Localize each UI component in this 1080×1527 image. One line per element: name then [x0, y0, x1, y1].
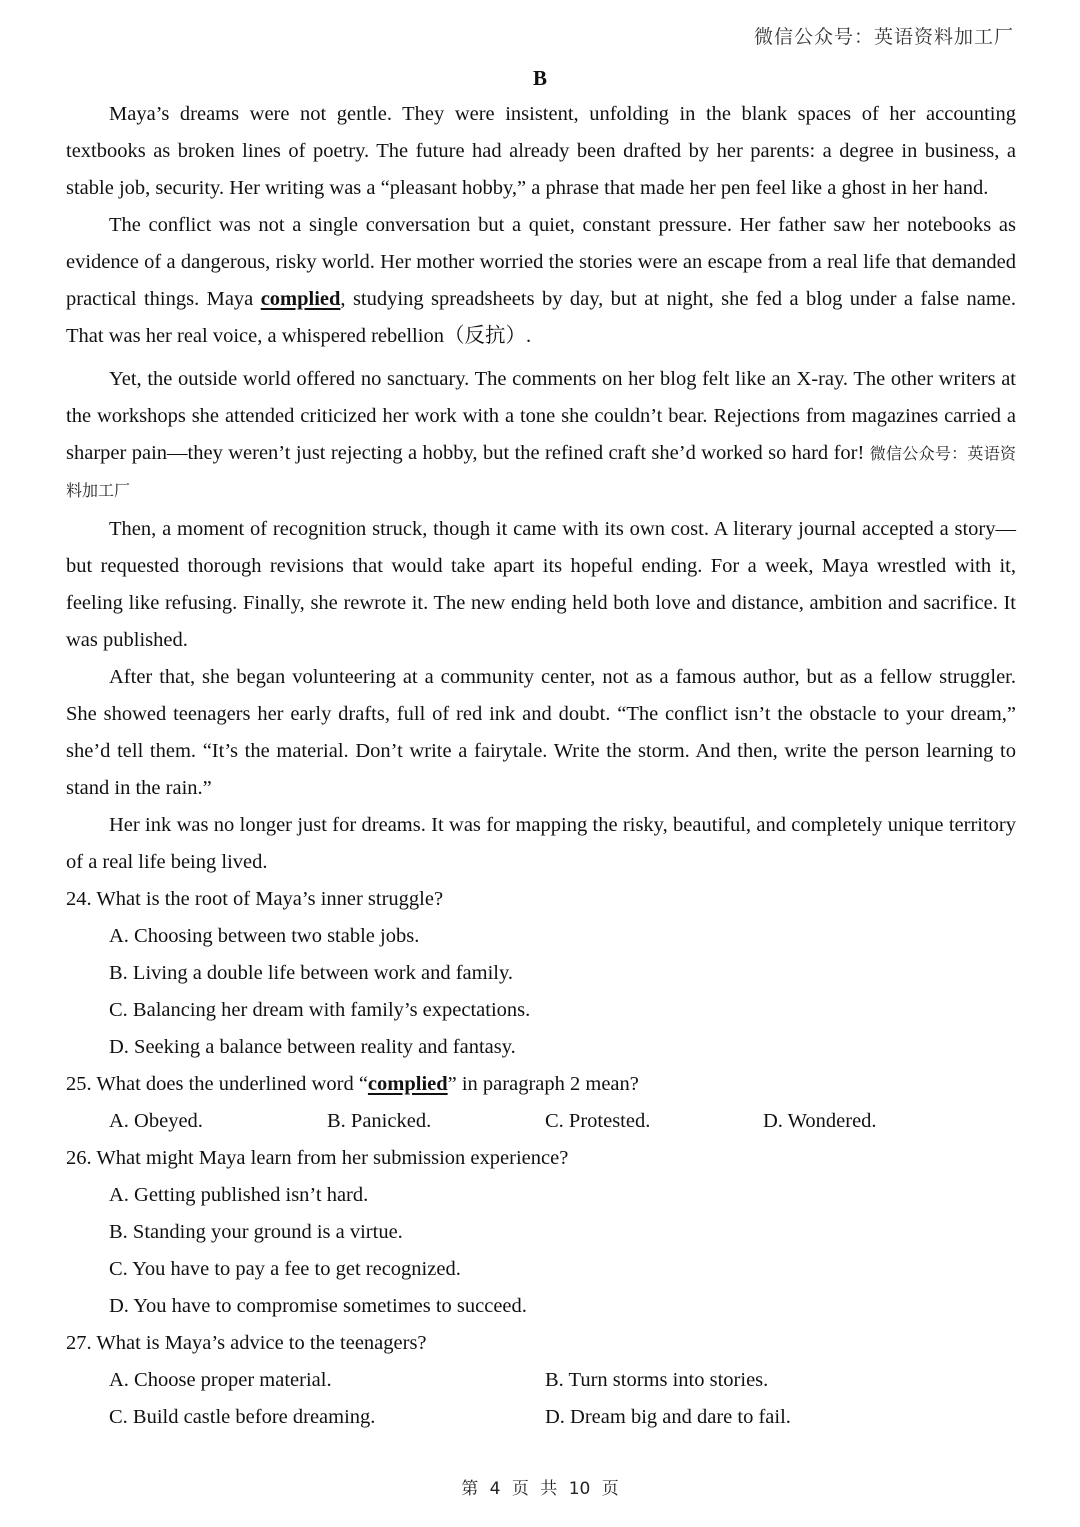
options-row-1 — [109, 1362, 1016, 1399]
option-a: A. Choosing between two stable jobs. — [109, 925, 420, 947]
question-24 — [66, 881, 1016, 1066]
option-c: C. Build castle before dreaming. — [109, 1406, 376, 1428]
option-c: C. Protested. — [545, 1110, 651, 1132]
passage-paragraph-6: Her ink was no longer just for dreams. It was for mapping the risky, beautiful, and completely unique territory of a real life being lived. — [66, 814, 1016, 873]
question-stem: 24. What is the root of Maya’s inner struggle? — [66, 888, 444, 910]
paragraph-2-text-after: , studying spreadsheets by day, but at night, she fed a blog under a false name. That was her real voice, a whispered rebellion（反抗）. — [66, 288, 1017, 347]
paragraph-2-text-before: The conflict was not a single conversation but a quiet, constant pressure. Her father saw her notebooks as evidence of a dangerous, risky world. Her mother worried the stories were an escape from a real life that demanded practical things. Maya — [66, 214, 1016, 310]
option-a: A. Getting published isn’t hard. — [109, 1184, 369, 1206]
question-stem: 26. What might Maya learn from her submission experience? — [66, 1147, 569, 1169]
question-stem — [66, 1066, 1016, 1103]
passage-paragraph-5: After that, she began volunteering at a community center, not as a famous author, but as a fellow struggler. She showed teenagers her early drafts, full of red ink and doubt. “The conflict isn’t the obstacle to your dream,” she’d tell them. “It’s the material. Don’t write a fairytale. Write the storm. And then, write the person learning to stand in the rain.” — [66, 666, 1016, 799]
options-row-2 — [109, 1399, 1016, 1436]
option-b: B. Living a double life between work and family. — [109, 962, 514, 984]
underlined-word-complied: complied — [367, 1073, 448, 1095]
question-27 — [66, 1325, 1016, 1436]
watermark-header: 微信公众号：英语资料加工厂 — [753, 26, 1014, 48]
stem-text-after: ” in paragraph 2 mean? — [447, 1073, 639, 1095]
underlined-word-complied: complied — [260, 288, 341, 310]
question-25 — [66, 1066, 1016, 1140]
option-b: B. Panicked. — [327, 1110, 432, 1132]
stem-text-before: 25. What does the underlined word “ — [66, 1073, 368, 1095]
option-b: B. Turn storms into stories. — [545, 1369, 769, 1391]
passage-paragraph-4: Then, a moment of recognition struck, though it came with its own cost. A literary journal accepted a story—but requested thorough revisions that would take apart its hopeful ending. For a week, Maya wrestled with it, feeling like refusing. Finally, she rewrote it. The new ending held both love and distance, ambition and sacrifice. It was published. — [66, 518, 1016, 651]
option-d: D. Dream big and dare to fail. — [545, 1406, 791, 1428]
passage-paragraph-3 — [66, 361, 1016, 509]
options-row — [109, 1103, 1016, 1140]
option-a: A. Choose proper material. — [109, 1369, 332, 1391]
option-a: A. Obeyed. — [109, 1110, 203, 1132]
option-b: B. Standing your ground is a virtue. — [109, 1221, 403, 1243]
question-stem: 27. What is Maya’s advice to the teenagers? — [66, 1332, 427, 1354]
option-d: D. Wondered. — [763, 1110, 877, 1132]
watermark-inline: 微信公众号：英语资料加工厂 — [66, 444, 1016, 500]
option-d: D. Seeking a balance between reality and fantasy. — [109, 1036, 516, 1058]
passage-paragraph-1: Maya’s dreams were not gentle. They were insistent, unfolding in the blank spaces of her accounting textbooks as broken lines of poetry. The future had already been drafted by her parents: a degree in business, a stable job, security. Her writing was a “pleasant hobby,” a phrase that made her pen feel like a ghost in her hand. — [66, 103, 1016, 199]
paragraph-3-text: Yet, the outside world offered no sanctuary. The comments on her blog felt like an X-ray. The other writers at the workshops she attended criticized her work with a tone she couldn’t bear. Rejections from magazines carried a sharper pain—they weren’t just rejecting a hobby, but the refined craft she’d worked so hard for! — [66, 368, 1016, 464]
document-body — [66, 96, 1016, 1436]
option-d: D. You have to compromise sometimes to succeed. — [109, 1295, 527, 1317]
option-c: C. You have to pay a fee to get recognized. — [109, 1258, 461, 1280]
page-number: 第 4 页 共 10 页 — [461, 1479, 619, 1499]
question-26 — [66, 1140, 1016, 1325]
passage-paragraph-2 — [66, 207, 1016, 355]
option-c: C. Balancing her dream with family’s expectations. — [109, 999, 531, 1021]
section-title: B — [532, 66, 547, 90]
